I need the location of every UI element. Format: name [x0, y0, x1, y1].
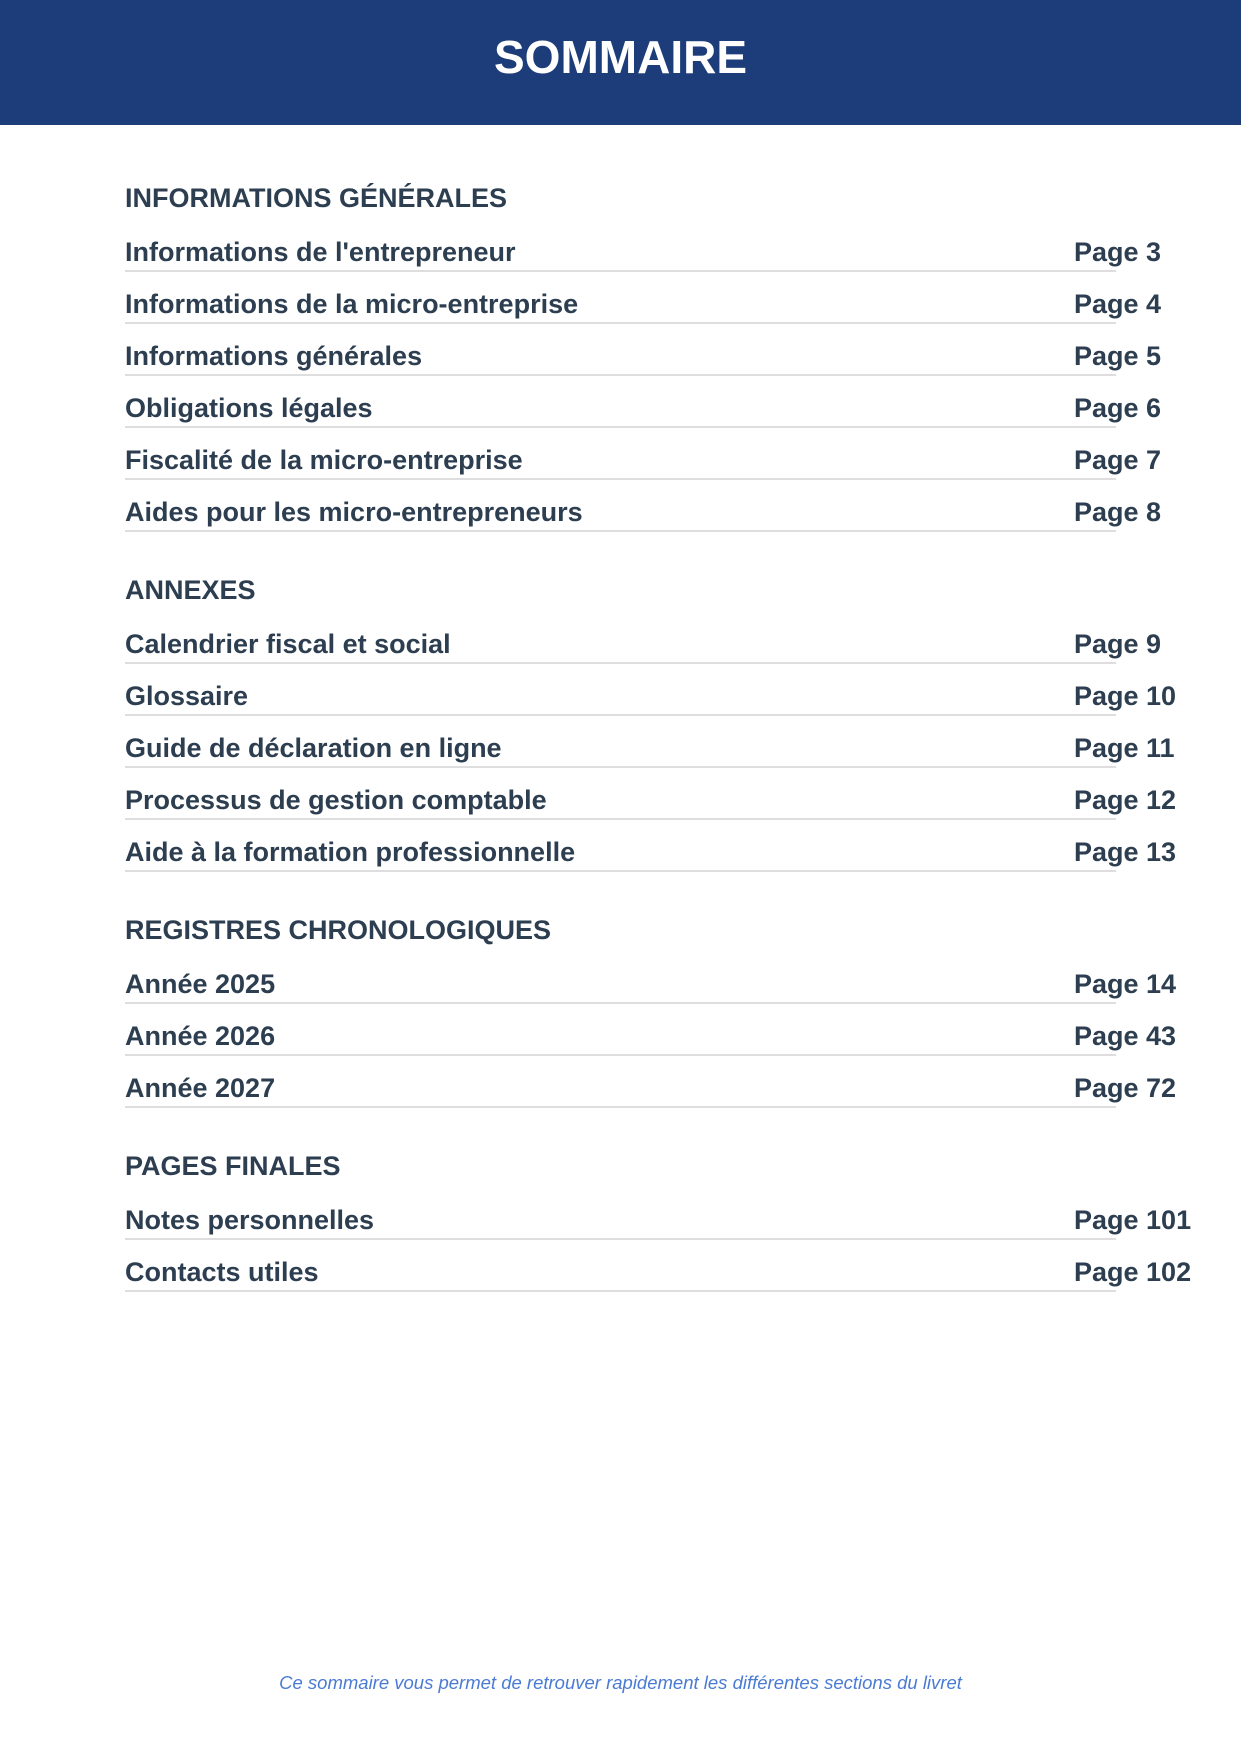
toc-entry-page: Page 3 — [1074, 237, 1162, 267]
toc-entry-label: Glossaire — [125, 681, 249, 711]
toc-entry-page: Page 8 — [1074, 497, 1162, 527]
toc-entry[interactable] — [125, 772, 1177, 820]
toc-entry-page: Page 10 — [1074, 681, 1177, 711]
toc-entry-page: Page 4 — [1074, 289, 1162, 319]
toc-entry[interactable] — [125, 1060, 1177, 1108]
section-heading: ANNEXES — [125, 575, 256, 605]
section-heading: INFORMATIONS GÉNÉRALES — [125, 183, 508, 213]
table-of-contents — [125, 172, 1241, 1324]
toc-entry[interactable] — [125, 224, 1162, 272]
toc-entry-page: Page 7 — [1074, 445, 1162, 475]
toc-entry-page: Page 14 — [1074, 969, 1177, 999]
toc-entry-label: Contacts utiles — [125, 1257, 319, 1287]
toc-entry-label: Informations générales — [125, 341, 423, 371]
toc-entry[interactable] — [125, 616, 1162, 664]
toc-entry[interactable] — [125, 668, 1177, 716]
toc-entry[interactable] — [125, 328, 1162, 376]
toc-entry-label: Année 2027 — [125, 1073, 276, 1103]
toc-entry-page: Page 12 — [1074, 785, 1177, 815]
toc-entry-label: Processus de gestion comptable — [125, 785, 547, 815]
toc-entry-page: Page 102 — [1074, 1257, 1192, 1287]
toc-entry-label: Année 2026 — [125, 1021, 276, 1051]
toc-entry[interactable] — [125, 720, 1175, 768]
toc-entry-label: Notes personnelles — [125, 1205, 375, 1235]
toc-entry-label: Année 2025 — [125, 969, 276, 999]
section-heading: REGISTRES CHRONOLOGIQUES — [125, 915, 552, 945]
toc-entry-page: Page 6 — [1074, 393, 1162, 423]
toc-section — [125, 564, 1241, 872]
toc-entry-page: Page 11 — [1074, 733, 1175, 763]
toc-entry[interactable] — [125, 484, 1162, 532]
toc-entry[interactable] — [125, 956, 1177, 1004]
toc-entry-label: Calendrier fiscal et social — [125, 629, 451, 659]
footer-note: Ce sommaire vous permet de retrouver rapidement les différentes sections du livret — [279, 1672, 962, 1693]
toc-entry-page: Page 72 — [1074, 1073, 1177, 1103]
toc-section — [125, 172, 1241, 532]
toc-entry[interactable] — [125, 432, 1162, 480]
toc-entry-page: Page 5 — [1074, 341, 1162, 371]
toc-entry-label: Aide à la formation professionnelle — [125, 837, 576, 867]
page-title: SOMMAIRE — [494, 31, 747, 83]
toc-entry[interactable] — [125, 380, 1162, 428]
toc-entry[interactable] — [125, 276, 1162, 324]
toc-entry-page: Page 9 — [1074, 629, 1162, 659]
toc-entry-label: Informations de l'entrepreneur — [125, 237, 516, 267]
toc-entry-label: Obligations légales — [125, 393, 373, 423]
toc-entry-page: Page 13 — [1074, 837, 1177, 867]
header-banner — [0, 0, 1241, 125]
toc-entry[interactable] — [125, 1244, 1192, 1292]
toc-entry-label: Fiscalité de la micro-entreprise — [125, 445, 523, 475]
section-heading: PAGES FINALES — [125, 1151, 341, 1181]
toc-entry[interactable] — [125, 824, 1177, 872]
toc-section — [125, 904, 1241, 1108]
toc-entry[interactable] — [125, 1008, 1177, 1056]
toc-entry-page: Page 43 — [1074, 1021, 1177, 1051]
toc-entry-label: Informations de la micro-entreprise — [125, 289, 579, 319]
toc-entry-label: Guide de déclaration en ligne — [125, 733, 502, 763]
toc-entry[interactable] — [125, 1192, 1192, 1240]
toc-entry-page: Page 101 — [1074, 1205, 1192, 1235]
toc-section — [125, 1140, 1241, 1292]
toc-entry-label: Aides pour les micro-entrepreneurs — [125, 497, 583, 527]
